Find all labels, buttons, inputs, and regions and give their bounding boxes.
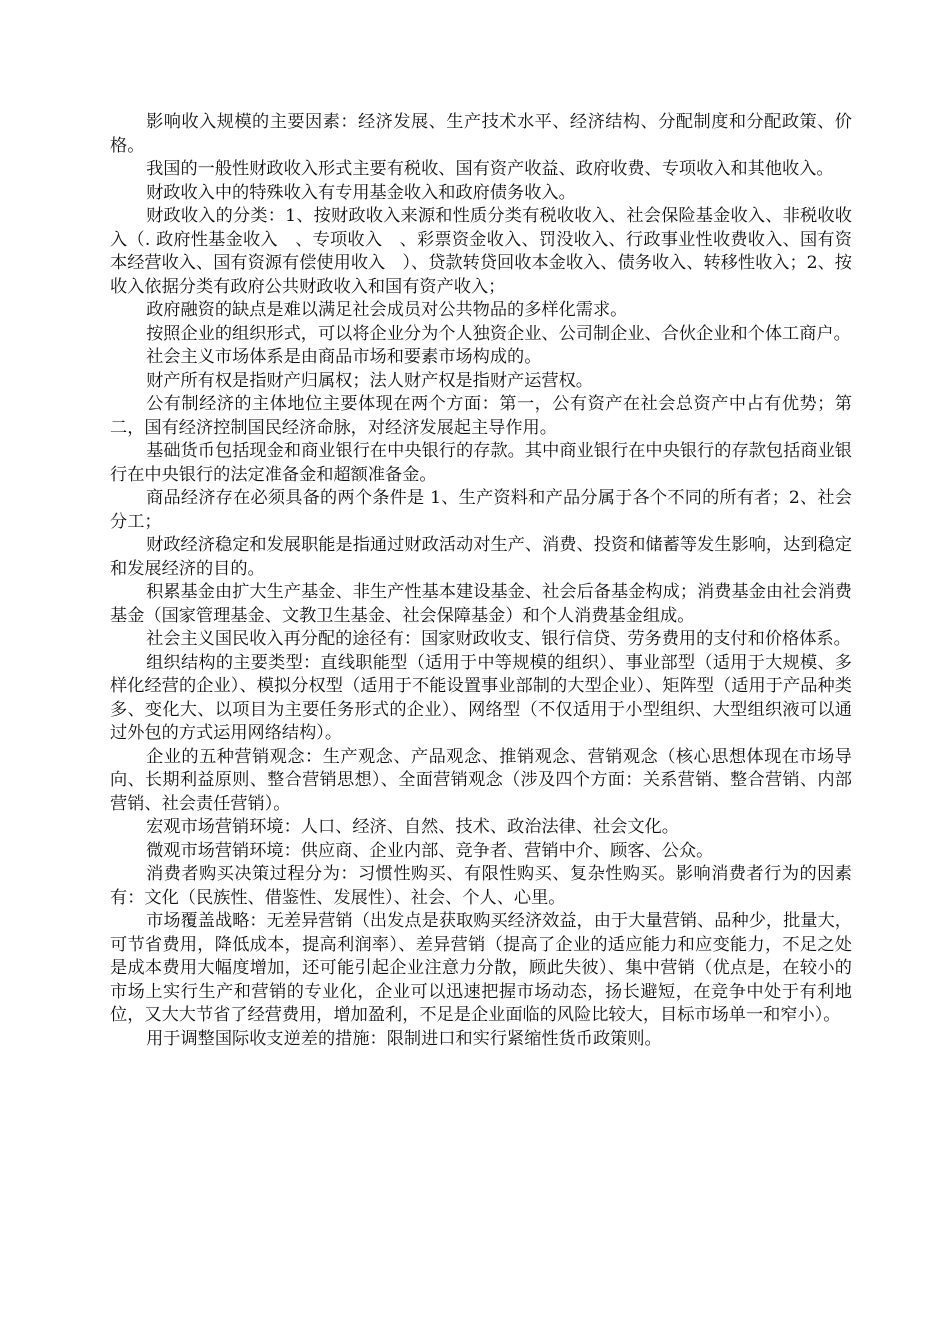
paragraph-market-coverage: 市场覆盖战略：无差异营销（出发点是获取购买经济效益，由于大量营销、品种少，批量大，可节省费用，降低成本，提高利润率）、差异营销（提高了企业的适应能力和应变能力，不足之处是成本费用大幅度增加，还可能引起企业注意力分散，顾此失彼）、集中营销（优点是，在较小的市场上实行生产和营销的专业化，企业可以迅速把握市场动态，扬长避短，在竞争中处于有利地位，又大大节省了经营费用，增加盈利，不足是企业面临的风险比较大，目标市场单一和窄小）。 (110, 911, 852, 1025)
paragraph-revenue-classification: 财政收入的分类：1、按财政收入来源和性质分类有税收收入、社会保险基金收入、非税收收入（. 政府性基金收入 、专项收入 、彩票资金收入、罚没收入、行政事业性收费收入、国有资本经营收入、国有资源有偿使用收入 ）、贷款转贷回收本金收入、债务收入、转移性收入；2、按收入依据分类有政府公共财政收入和国有资产收入； (110, 206, 852, 297)
paragraph-balance-of-payments: 用于调整国际收支逆差的措施：限制进口和实行紧缩性货币政策则。 (146, 1028, 662, 1049)
paragraph-marketing-concepts: 企业的五种营销观念：生产观念、产品观念、推销观念、营销观念（核心思想体现在市场导向、长期利益原则、整合营销思想）、全面营销观念（涉及四个方面：关系营销、整合营销、内部营销、社会责任营销）。 (110, 746, 852, 814)
paragraph-market-system: 社会主义市场体系是由商品市场和要素市场构成的。 (146, 347, 542, 367)
paragraph-government-financing: 政府融资的缺点是难以满足社会成员对公共物品的多样化需求。 (146, 300, 628, 320)
paragraph-property-rights: 财产所有权是指财产归属权；法人财产权是指财产运营权。 (146, 370, 593, 391)
paragraph-commodity-economy: 商品经济存在必须具备的两个条件是 1、生产资料和产品分属于各个不同的所有者；2、社会分工； (110, 488, 852, 532)
paragraph-fiscal-stability: 财政经济稳定和发展职能是指通过财政活动对生产、消费、投资和储蓄等发生影响，达到稳定和发展经济的目的。 (110, 535, 852, 579)
paragraph-income-factors: 影响收入规模的主要因素：经济发展、生产技术水平、经济结构、分配制度和分配政策、价格。 (110, 112, 852, 156)
paragraph-macro-environment: 宏观市场营销环境：人口、经济、自然、技术、政治法律、社会文化。 (146, 817, 679, 837)
paragraph-special-revenue: 财政收入中的特殊收入有专用基金收入和政府债务收入。 (146, 182, 576, 203)
paragraph-micro-environment: 微观市场营销环境：供应商、企业内部、竞争者、营销中介、顾客、公众。 (146, 840, 714, 861)
paragraph-accumulation-fund: 积累基金由扩大生产基金、非生产性基本建设基金、社会后备基金构成；消费基金由社会消费基金（国家管理基金、文教卫生基金、社会保障基金）和个人消费基金组成。 (110, 582, 852, 626)
paragraph-income-redistribution: 社会主义国民收入再分配的途径有：国家财政收支、银行信贷、劳务费用的支付和价格体系。 (146, 629, 851, 649)
paragraph-public-ownership: 公有制经济的主体地位主要体现在两个方面：第一，公有资产在社会总资产中占有优势；第二，国有经济控制国民经济命脉，对经济发展起主导作用。 (110, 394, 852, 438)
paragraph-enterprise-forms: 按照企业的组织形式，可以将企业分为个人独资企业、公司制企业、合伙企业和个体工商户。 (146, 323, 851, 344)
document-page (110, 111, 852, 1051)
paragraph-organization-structure: 组织结构的主要类型：直线职能型（适用于中等规模的组织）、事业部型（适用于大规模、多样化经营的企业）、模拟分权型（适用于不能设置事业部制的大型企业）、矩阵型（适用于产品种类多、变化大、以项目为主要任务形式的企业）、网络型（不仅适用于小型组织、大型组织液可以通过外包的方式运用网络结构）。 (110, 652, 852, 743)
paragraph-base-money: 基础货币包括现金和商业银行在中央银行的存款。其中商业银行在中央银行的存款包括商业银行在中央银行的法定准备金和超额准备金。 (110, 441, 852, 485)
paragraph-general-revenue-forms: 我国的一般性财政收入形式主要有税收、国有资产收益、政府收费、专项收入和其他收入。 (146, 159, 834, 179)
paragraph-consumer-decision: 消费者购买决策过程分为：习惯性购买、有限性购买、复杂性购买。影响消费者行为的因素有：文化（民族性、借鉴性、发展性）、社会、个人、心里。 (110, 864, 852, 908)
